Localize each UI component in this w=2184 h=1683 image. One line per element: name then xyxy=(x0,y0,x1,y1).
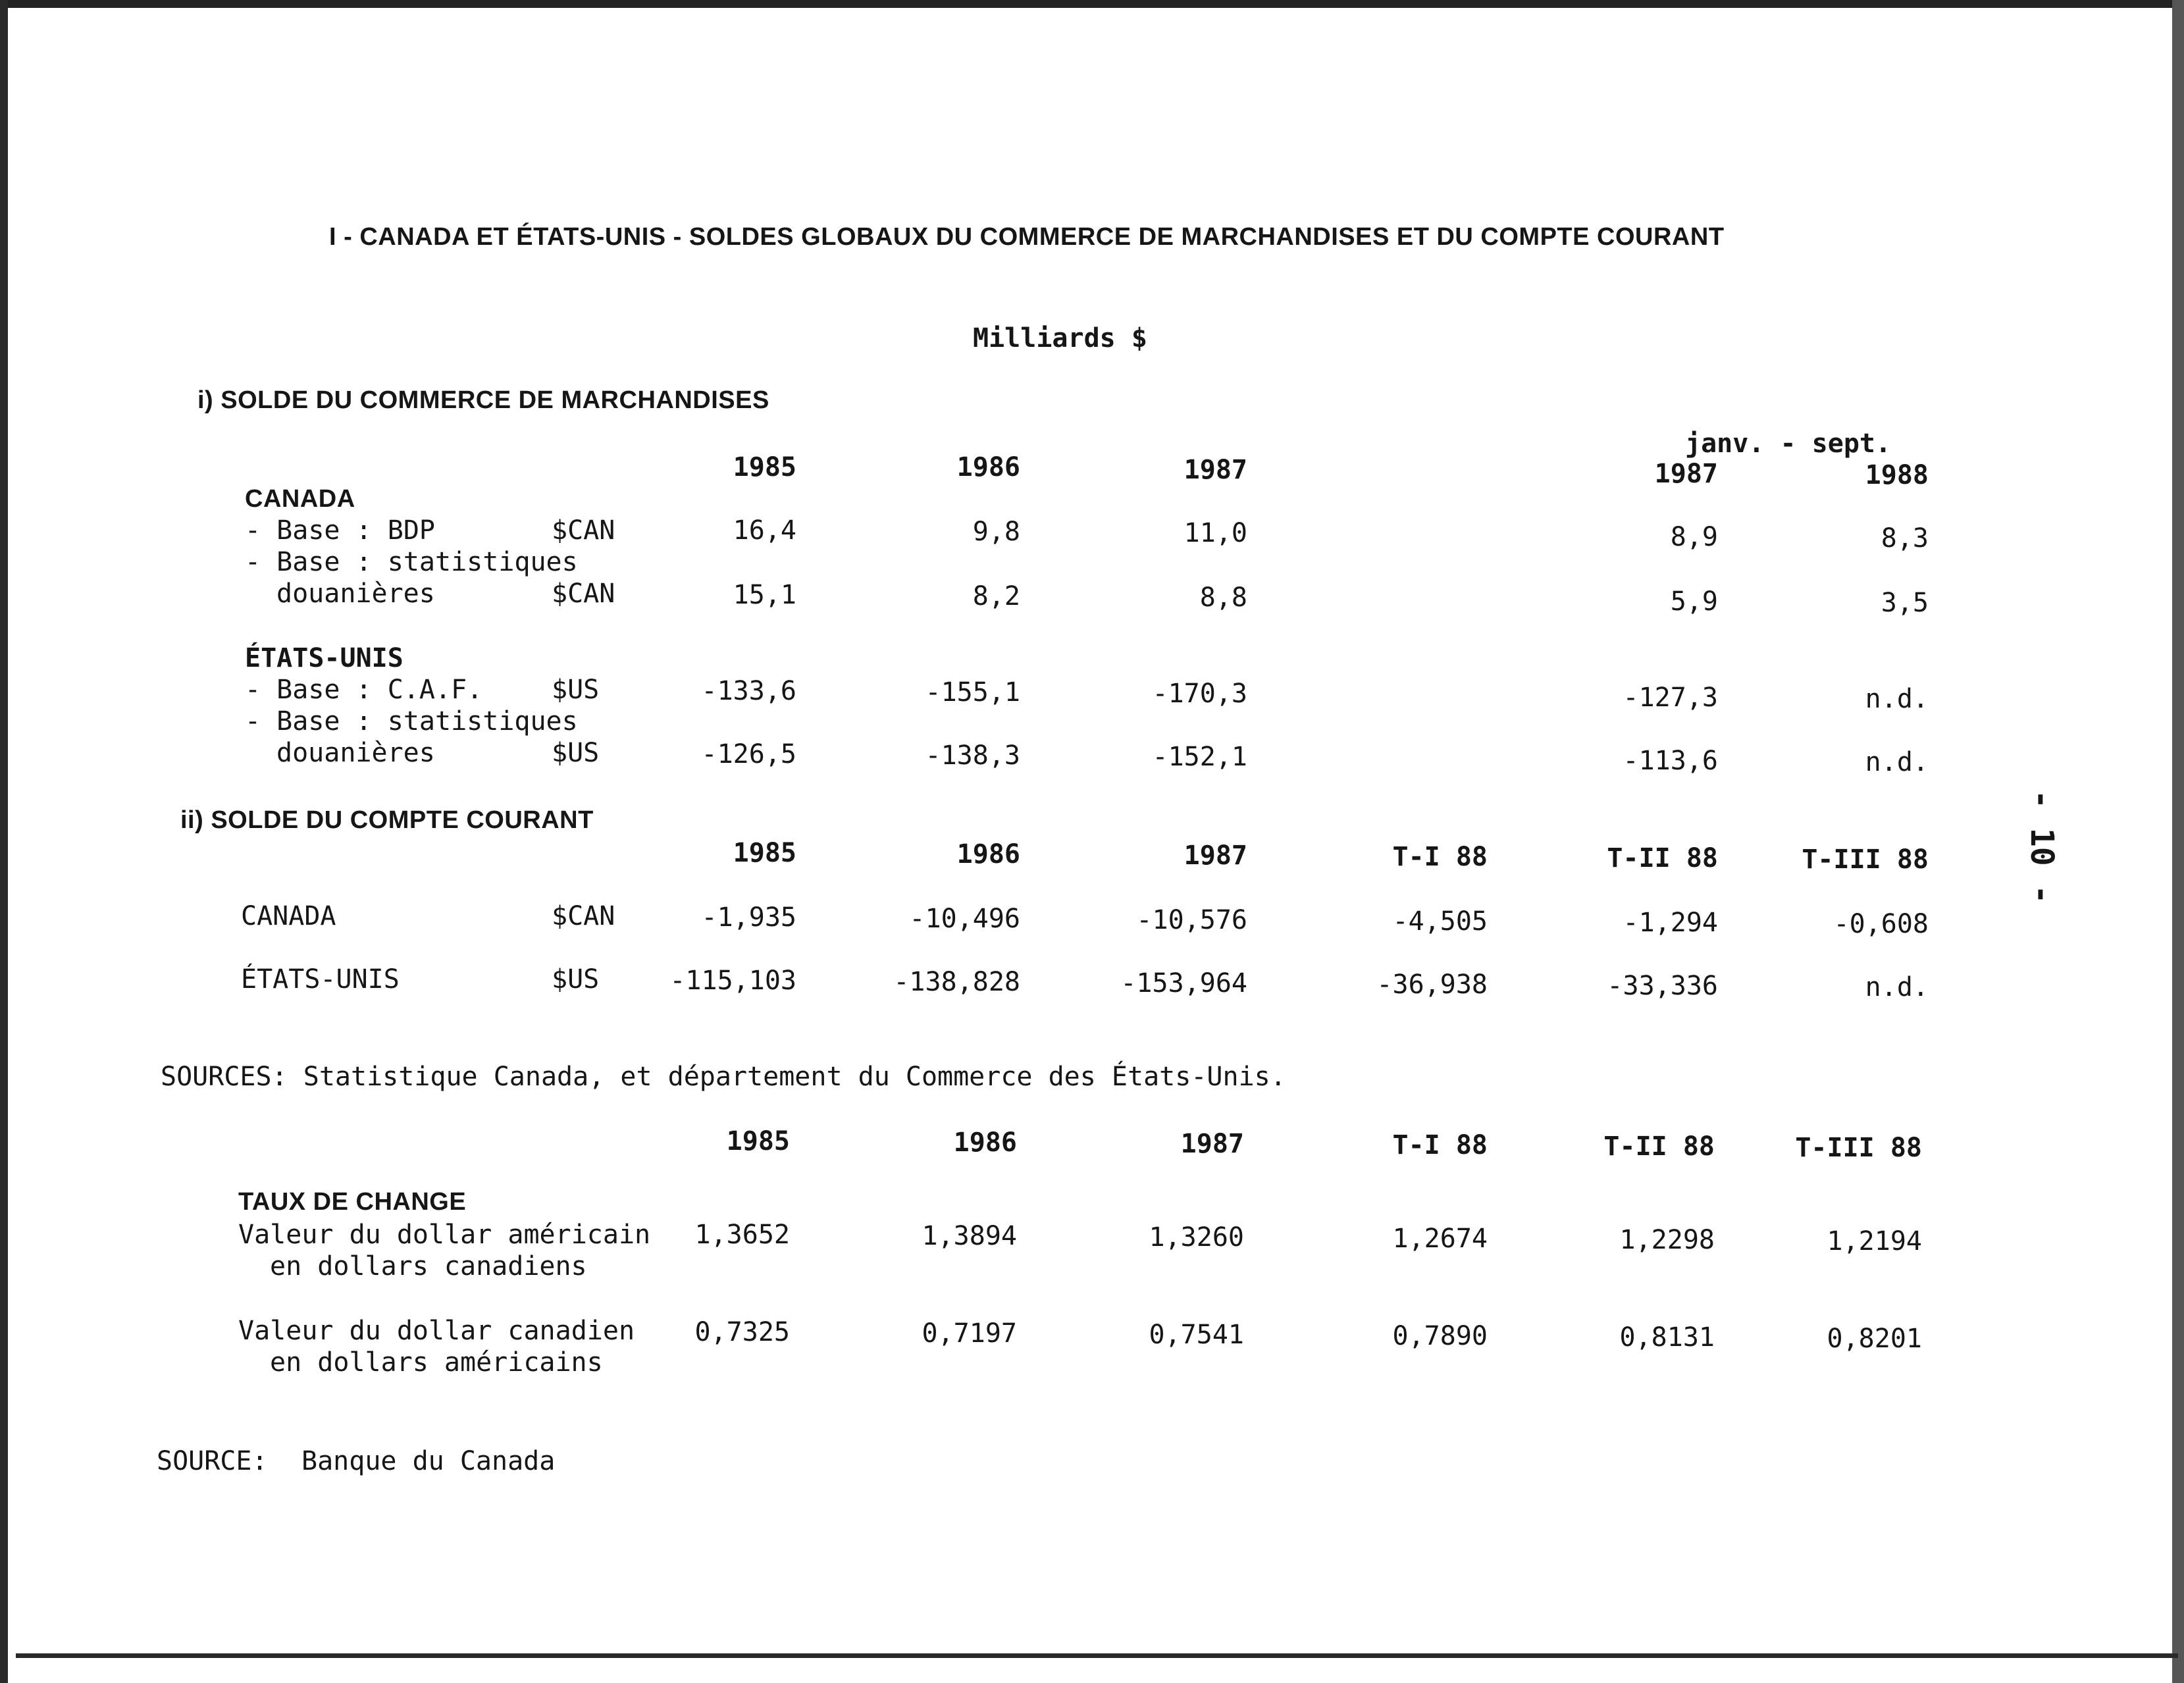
canada-label: CANADA xyxy=(245,485,355,513)
source-label: SOURCE: xyxy=(157,1446,268,1476)
value-cell: n.d. xyxy=(1865,972,1929,1002)
value-cell: 1,3260 xyxy=(1149,1222,1244,1253)
value-cell: 0,8131 xyxy=(1619,1322,1715,1353)
value-cell: 8,9 xyxy=(1670,522,1718,552)
col-header-period-1988: 1988 xyxy=(1865,460,1929,490)
value-cell: 1,3652 xyxy=(694,1220,790,1250)
value-cell: -170,3 xyxy=(1152,679,1247,709)
row-label-cont: douanières xyxy=(276,738,435,768)
row-label: - Base : statistiques xyxy=(245,547,578,577)
currency-label: $CAN xyxy=(552,515,615,546)
value-cell: -127,3 xyxy=(1623,683,1718,713)
value-cell: -1,294 xyxy=(1623,908,1718,938)
value-cell: 8,3 xyxy=(1881,523,1929,554)
col-header: 1986 xyxy=(956,839,1020,869)
value-cell: n.d. xyxy=(1865,684,1929,714)
source-text: Banque du Canada xyxy=(301,1446,556,1476)
value-cell: 9,8 xyxy=(972,517,1020,547)
col-header: 1987 xyxy=(1180,1129,1244,1159)
section2-heading: ii) SOLDE DU COMPTE COURANT xyxy=(180,806,594,834)
period-label: janv. - sept. xyxy=(1685,428,1892,459)
value-cell: -115,103 xyxy=(669,966,796,996)
col-header: 1985 xyxy=(733,838,796,868)
currency-label: $US xyxy=(552,675,600,705)
value-cell: -33,336 xyxy=(1607,971,1718,1001)
value-cell: -1,935 xyxy=(701,902,796,933)
bottom-rule xyxy=(16,1653,2178,1658)
value-cell: 15,1 xyxy=(733,580,796,610)
value-cell: 8,2 xyxy=(972,581,1020,611)
currency-label: $CAN xyxy=(552,901,615,931)
value-cell: 1,3894 xyxy=(922,1221,1017,1251)
value-cell: 8,8 xyxy=(1199,583,1247,613)
value-cell: 16,4 xyxy=(733,515,796,546)
col-header-period-1987: 1987 xyxy=(1654,459,1718,489)
value-cell: -152,1 xyxy=(1152,742,1247,772)
scan-edge-left xyxy=(0,0,8,1683)
value-cell: 3,5 xyxy=(1881,588,1929,618)
value-cell: 1,2674 xyxy=(1392,1224,1488,1254)
row-label: - Base : BDP xyxy=(245,515,435,546)
usa-label: ÉTATS-UNIS xyxy=(245,643,403,673)
row-label-cont: en dollars canadiens xyxy=(270,1251,587,1282)
value-cell: -36,938 xyxy=(1376,970,1488,1000)
row-label: Valeur du dollar canadien xyxy=(238,1316,635,1346)
value-cell: -155,1 xyxy=(925,677,1020,708)
row-label: - Base : C.A.F. xyxy=(245,675,483,705)
value-cell: -10,496 xyxy=(909,904,1020,934)
col-header: T-II 88 xyxy=(1607,843,1718,873)
value-cell: -0,608 xyxy=(1833,909,1929,939)
row-label: ÉTATS-UNIS xyxy=(241,964,400,995)
col-header-1986: 1986 xyxy=(956,452,1020,482)
currency-label: $CAN xyxy=(552,579,615,609)
row-label-cont: en dollars américains xyxy=(270,1347,603,1378)
sources-note: SOURCES: Statistique Canada, et département du Commerce des États-Unis. xyxy=(161,1062,1286,1092)
col-header: 1987 xyxy=(1183,841,1247,871)
row-label: - Base : statistiques xyxy=(245,706,578,737)
unit-label: Milliards $ xyxy=(973,323,1147,353)
value-cell: 0,7197 xyxy=(922,1318,1017,1349)
exchange-rate-heading: TAUX DE CHANGE xyxy=(238,1188,467,1216)
page-number: - 10 - xyxy=(2023,790,2060,904)
row-label-cont: douanières xyxy=(276,579,435,609)
value-cell: 0,7890 xyxy=(1392,1321,1488,1351)
row-label: CANADA xyxy=(241,901,336,931)
col-header: 1985 xyxy=(726,1126,790,1156)
scan-edge-right xyxy=(2172,0,2184,1683)
currency-label: $US xyxy=(552,738,600,768)
value-cell: 11,0 xyxy=(1183,518,1247,548)
value-cell: -138,828 xyxy=(893,967,1020,997)
section1-heading: i) SOLDE DU COMMERCE DE MARCHANDISES xyxy=(197,386,769,414)
value-cell: -153,964 xyxy=(1120,968,1247,998)
col-header: T-I 88 xyxy=(1392,1130,1488,1160)
value-cell: -4,505 xyxy=(1392,906,1488,937)
value-cell: n.d. xyxy=(1865,747,1929,777)
col-header: T-II 88 xyxy=(1603,1131,1715,1162)
scan-edge-top xyxy=(0,0,2184,8)
value-cell: -138,3 xyxy=(925,740,1020,771)
col-header: 1986 xyxy=(953,1127,1017,1158)
value-cell: 0,7325 xyxy=(694,1317,790,1347)
value-cell: 1,2194 xyxy=(1827,1226,1922,1256)
document-title: I - CANADA ET ÉTATS-UNIS - SOLDES GLOBAUX DU COMMERCE DE MARCHANDISES ET DU COMPTE COURANT xyxy=(329,223,1725,251)
value-cell: -133,6 xyxy=(701,676,796,706)
value-cell: 5,9 xyxy=(1670,586,1718,617)
value-cell: 1,2298 xyxy=(1619,1225,1715,1255)
col-header: T-III 88 xyxy=(1795,1133,1922,1163)
value-cell: 0,7541 xyxy=(1149,1320,1244,1350)
row-label: Valeur du dollar américain xyxy=(238,1220,651,1250)
value-cell: -126,5 xyxy=(701,739,796,769)
value-cell: -113,6 xyxy=(1623,746,1718,776)
value-cell: 0,8201 xyxy=(1827,1324,1922,1354)
col-header-1987: 1987 xyxy=(1183,455,1247,485)
col-header-1985: 1985 xyxy=(733,452,796,482)
value-cell: -10,576 xyxy=(1136,905,1247,935)
col-header: T-III 88 xyxy=(1802,844,1929,875)
col-header: T-I 88 xyxy=(1392,842,1488,872)
currency-label: $US xyxy=(552,964,600,995)
